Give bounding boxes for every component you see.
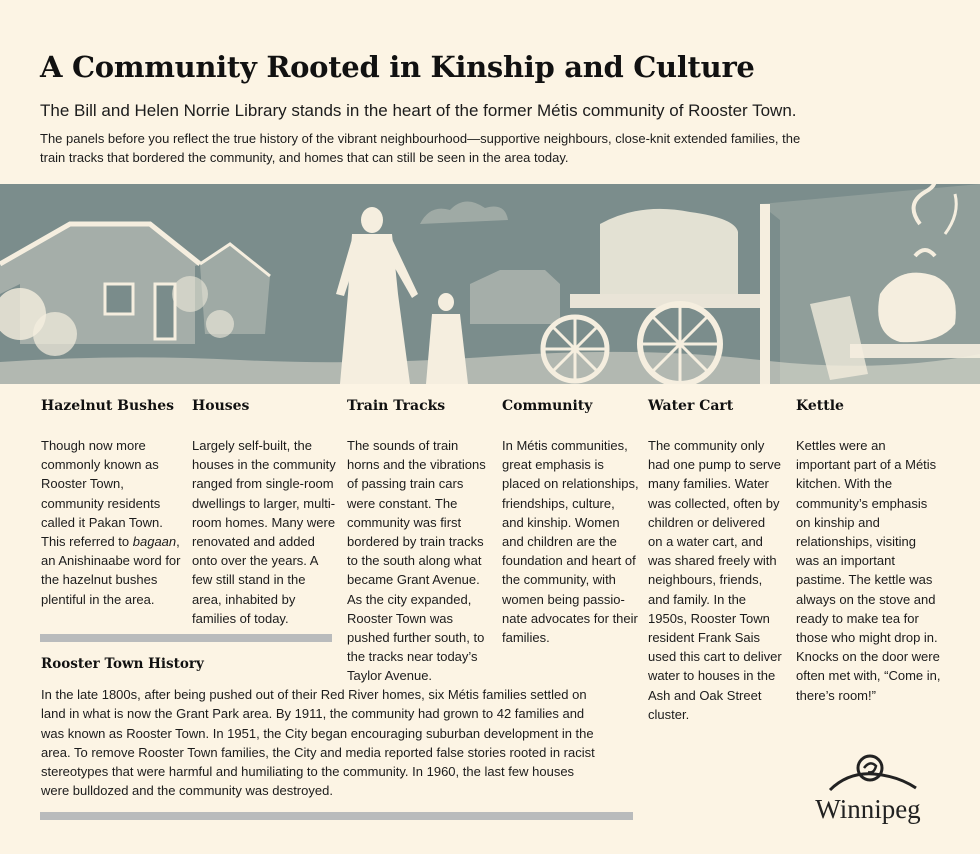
- history-body: In the late 1800s, after being pushed out of their Red River homes, six Métis families settled on land in what is now the Grant Park area. By 1911, the community had grown to 42 families and was known as Rooster Town. In 1951, the City began encouraging suburban development in the area. To remove Rooster Town families, the City and media reported false stories rooted in racist stereotypes that were harmful and humiliating to the community. In 1960, the last few houses were bulldozed and the community was destroyed.: [41, 687, 595, 799]
- winnipeg-logo: [808, 750, 928, 830]
- panel-body: Though now more commonly known as Rooster Town, community residents called it Pakan Town. This referred to bagaan, an Anishinaabe word for the hazelnut bushes plentiful in the area.: [41, 438, 181, 607]
- panel-kettle: [796, 398, 942, 705]
- lead-sentence: The Bill and Helen Norrie Library stands in the heart of the former Métis community of Rooster Town.: [40, 101, 797, 120]
- logo-wordmark: Winnipeg: [815, 794, 921, 824]
- rooster-town-illustration: [0, 184, 980, 384]
- panel-body: The sounds of train horns and the vibrations of passing train cars were constant. The community was first bordered by train tracks to the south along what became Grant Avenue. As the city expanded, Rooster Town was pushed further south, to the tracks near today’s Taylor Avenue.: [347, 438, 486, 684]
- panel-body: Largely self-built, the houses in the community ranged from single-room dwellings to larger, multi-room homes. Many were renovated and added onto over the years. A few still stand in the area, inhabited by families of today.: [192, 438, 336, 626]
- panel-title: Water Cart: [648, 398, 734, 414]
- divider-bar: [40, 634, 332, 642]
- panel-houses: [192, 398, 338, 628]
- panel-title: Houses: [192, 398, 250, 414]
- panel-body: The community only had one pump to serve many families. Water was collected, often by children or delivered on a water cart, and was shared freely with neighbours, friends, and family. In the 1950s, Rooster Town resident Frank Sais used this cart to deliver water to houses in the Ash and Oak Street cluster.: [648, 438, 782, 722]
- page-title: A Community Rooted in Kinship and Culture: [40, 50, 755, 84]
- panel-title: Kettle: [796, 398, 844, 414]
- intro-paragraph: The panels before you reflect the true history of the vibrant neighbourhood—supportive neighbours, close-knit extended families, the train tracks that bordered the community, and homes that can still be seen in the area today.: [40, 131, 801, 165]
- winnipeg-swirl-logo-icon: [808, 750, 928, 796]
- history-title: Rooster Town History: [41, 656, 204, 672]
- panel-title: Train Tracks: [347, 398, 446, 414]
- panel-water-cart: [648, 398, 782, 724]
- panel-body: In Métis communities, great emphasis is placed on relationships, friendships, culture, and kinship. Women and children are the foundation and heart of the community, with women being passionate advocates for their families.: [502, 438, 639, 646]
- panel-body: Kettles were an important part of a Métis kitchen. With the community’s emphasis on kinship and relationships, visiting was an important pastime. The kettle was always on the stove and ready to make tea for those who might drop in. Knocks on the door were often met with, “Come in, there’s room!”: [796, 438, 941, 703]
- panel-title: Community: [502, 398, 593, 414]
- panel-title: Hazelnut Bushes: [41, 398, 175, 414]
- panel-hazelnut-bushes: [41, 398, 181, 609]
- illustration-banner: [0, 184, 980, 384]
- panel-train-tracks: [347, 398, 493, 686]
- panel-community: [502, 398, 640, 647]
- divider-bar: [40, 812, 633, 820]
